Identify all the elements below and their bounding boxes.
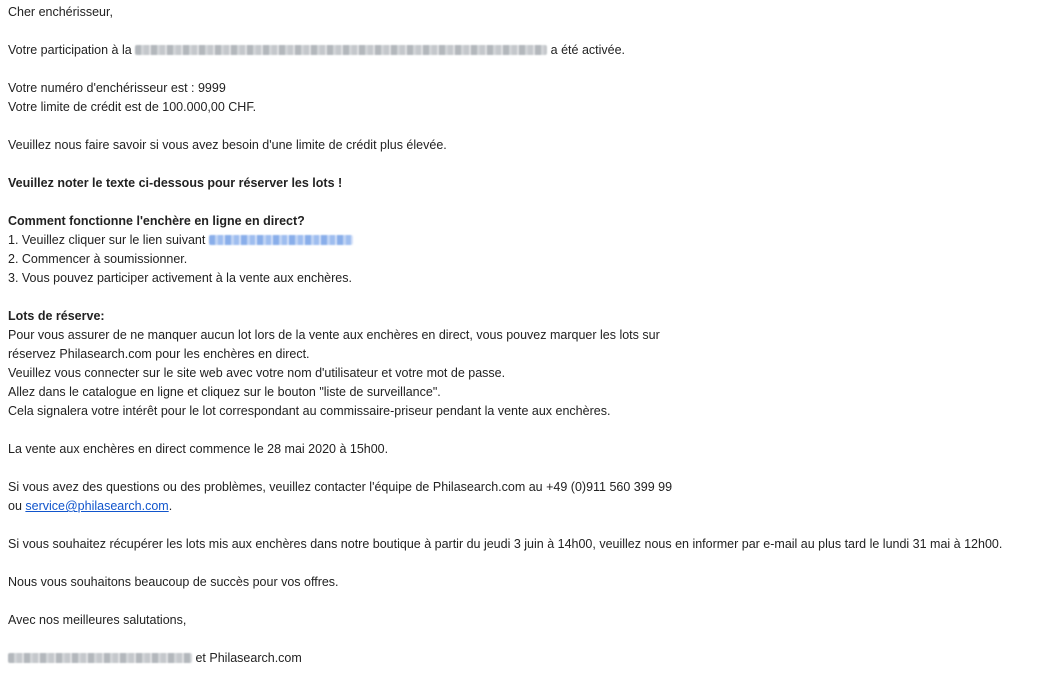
contact-or: ou	[8, 499, 22, 513]
step-1-text: 1. Veuillez cliquer sur le lien suivant	[8, 233, 206, 247]
participation-line	[8, 41, 1050, 60]
reserve-heading: Lots de réserve:	[8, 309, 105, 323]
contact-line-1: Si vous avez des questions ou des problèmes, veuillez contacter l'équipe de Philasearch.com au +49 (0)911 560 399 99	[8, 480, 673, 494]
reserve-line-2: réservez Philasearch.com pour les enchères en direct.	[8, 347, 310, 361]
step-3-line: 3. Vous pouvez participer activement à la vente aux enchères.	[8, 271, 352, 285]
participation-prefix: Votre participation à la	[8, 43, 132, 57]
redacted-auction-link[interactable]	[209, 235, 353, 245]
spacer	[8, 22, 1050, 41]
spacer	[8, 459, 1050, 478]
service-email-link[interactable]: service@philasearch.com	[25, 499, 169, 513]
spacer	[8, 592, 1050, 611]
reserve-note: Veuillez noter le texte ci-dessous pour réserver les lots !	[8, 176, 343, 190]
success-line: Nous vous souhaitons beaucoup de succès pour vos offres.	[8, 575, 339, 589]
spacer	[8, 193, 1050, 212]
step-2-line: 2. Commencer à soumissionner.	[8, 252, 188, 266]
greeting: Cher enchérisseur,	[8, 5, 113, 19]
reserve-line-5: Cela signalera votre intérêt pour le lot correspondant au commissaire-priseur pendant la vente aux enchères.	[8, 404, 611, 418]
signature-suffix: et Philasearch.com	[195, 651, 302, 665]
higher-limit-line: Veuillez nous faire savoir si vous avez besoin d'une limite de crédit plus élevée.	[8, 138, 447, 152]
signature-line	[8, 649, 1050, 668]
reserve-line-3: Veuillez vous connecter sur le site web avec votre nom d'utilisateur et votre mot de passe.	[8, 366, 506, 380]
redacted-sender-name	[8, 653, 192, 663]
spacer	[8, 516, 1050, 535]
spacer	[8, 60, 1050, 79]
reserve-line-4: Allez dans le catalogue en ligne et cliquez sur le bouton "liste de surveillance".	[8, 385, 441, 399]
spacer	[8, 155, 1050, 174]
howto-heading: Comment fonctionne l'enchère en ligne en direct?	[8, 214, 305, 228]
participation-suffix: a été activée.	[550, 43, 626, 57]
bidder-number-line: Votre numéro d'enchérisseur est : 9999	[8, 81, 226, 95]
spacer	[8, 288, 1050, 307]
spacer	[8, 117, 1050, 136]
spacer	[8, 554, 1050, 573]
credit-limit-line: Votre limite de crédit est de 100.000,00 CHF.	[8, 100, 257, 114]
spacer	[8, 630, 1050, 649]
contact-line-2	[8, 497, 1050, 516]
closing-line: Avec nos meilleures salutations,	[8, 613, 187, 627]
spacer	[8, 421, 1050, 440]
contact-end: .	[168, 499, 173, 513]
pickup-line: Si vous souhaitez récupérer les lots mis aux enchères dans notre boutique à partir du jeudi 3 juin à 14h00, veuillez nous en informer par e-mail au plus tard le lundi 31 mai à 12h00.	[8, 537, 1003, 551]
reserve-line-1: Pour vous assurer de ne manquer aucun lot lors de la vente aux enchères en direct, vous pouvez marquer les lots sur	[8, 328, 660, 342]
redacted-auction-name	[135, 45, 547, 55]
live-start-line: La vente aux enchères en direct commence le 28 mai 2020 à 15h00.	[8, 442, 389, 456]
step-1-line	[8, 231, 1050, 250]
